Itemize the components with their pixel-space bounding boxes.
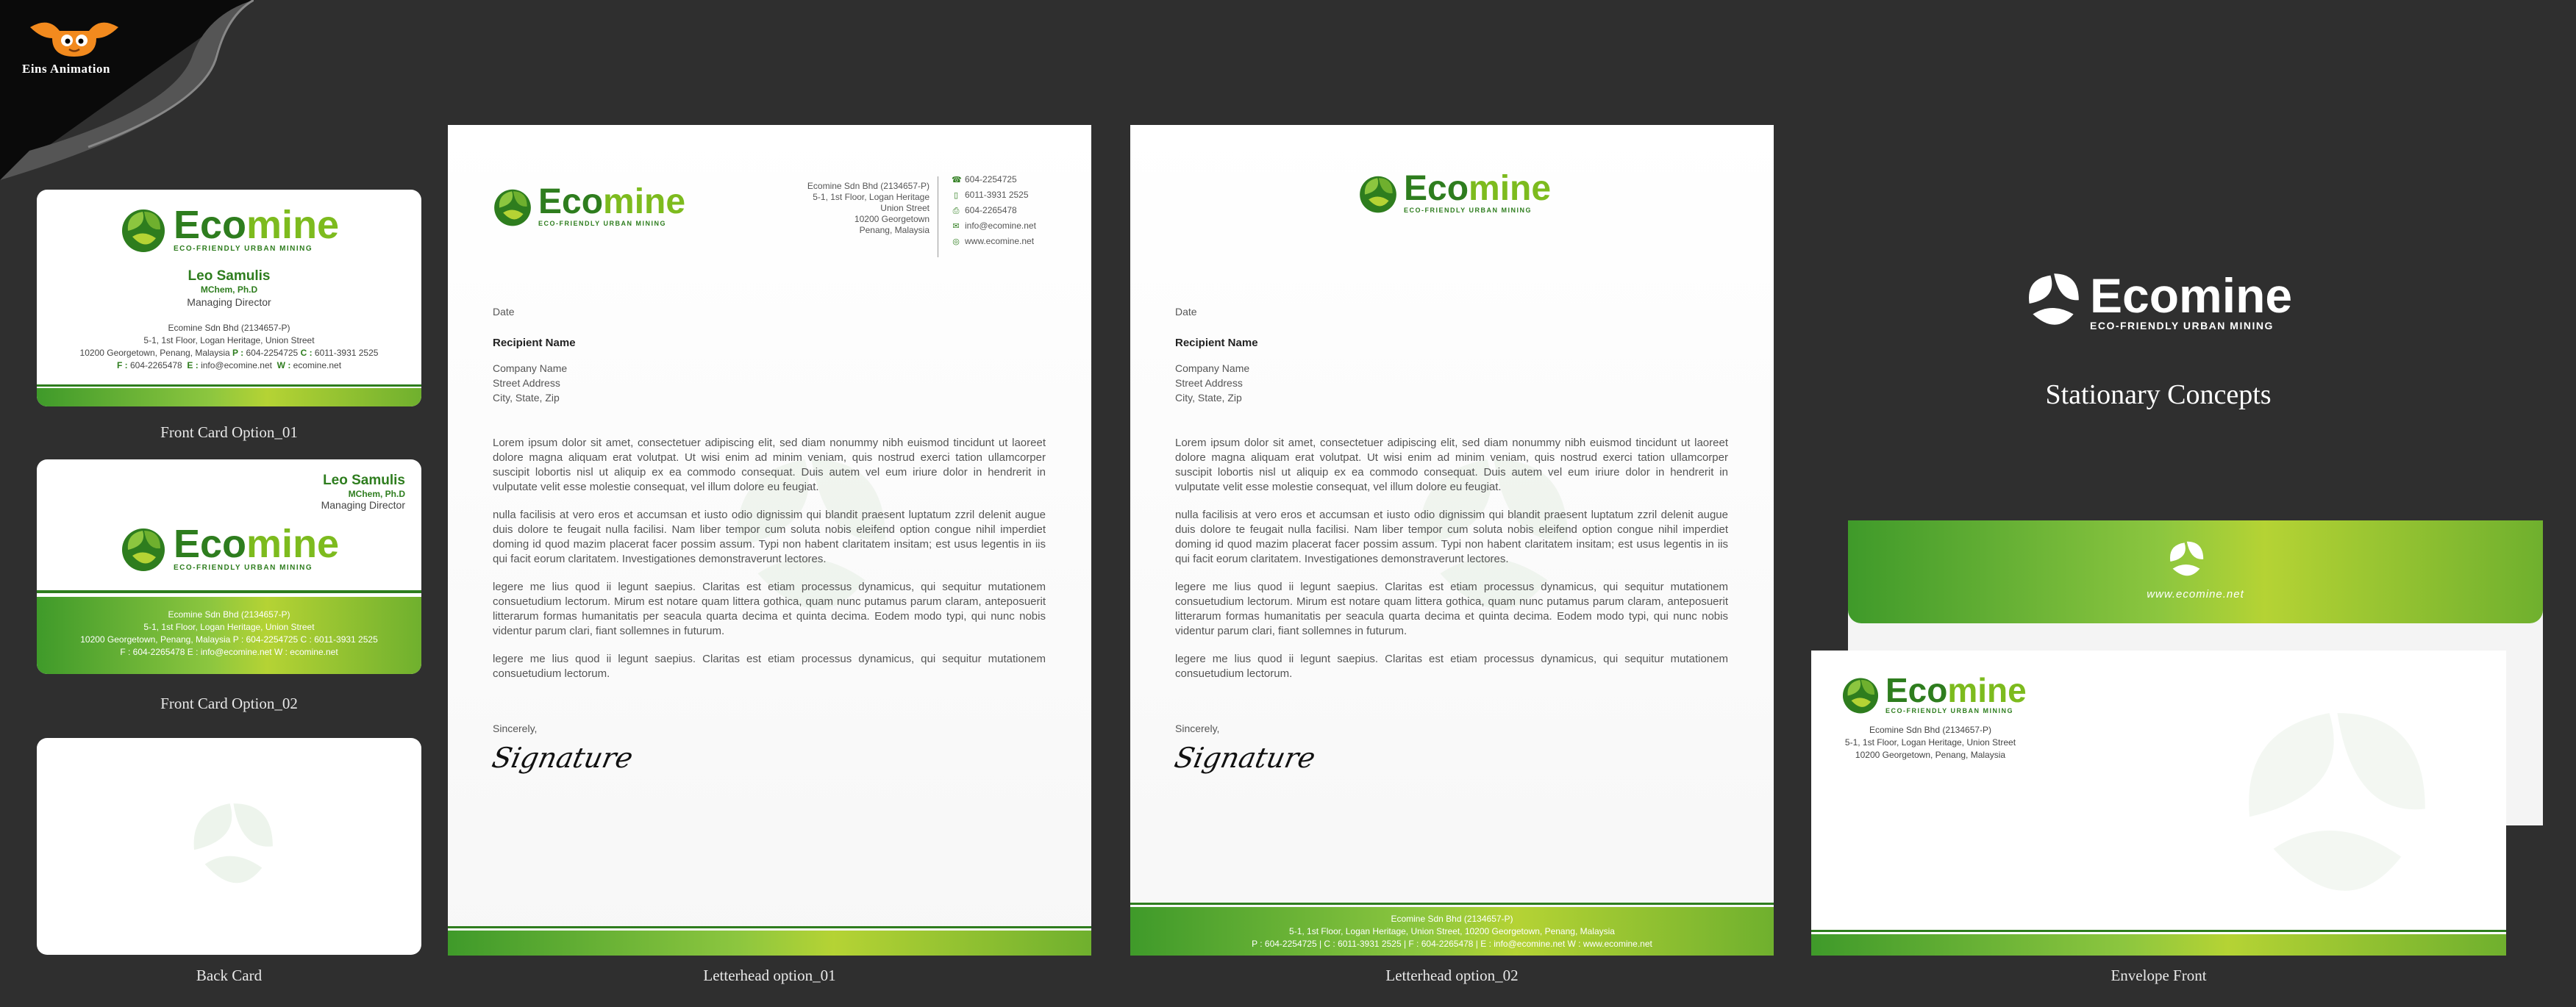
caption-card-02: Front Card Option_02 <box>160 695 298 712</box>
card-contact-block <box>37 322 421 372</box>
caption-card-01: Front Card Option_01 <box>160 423 298 441</box>
caption-envelope: Envelope Front <box>2111 967 2207 984</box>
ecomine-logo: Ecomine ECO-FRIENDLY URBAN MINING <box>490 184 685 228</box>
recipient-street: Street Address <box>493 377 560 389</box>
mobile-icon: ▯ <box>953 191 959 200</box>
caption-card-back: Back Card <box>196 967 263 984</box>
person-name: Leo Samulis <box>188 268 271 284</box>
leaf-logo-icon <box>490 184 535 228</box>
recipient-street: Street Address <box>1175 377 1243 389</box>
divider <box>37 590 421 593</box>
letter-paragraph: legere me lius quod ii legunt saepius. Claritas est etiam processus dynamicus, qui sequitur mutationem consuetudium lectorum. Mirum est notare quam littera gothica, quam nunc putamus parum claram, anteposuerit litterarum formas humanitatis per seacula quarta decima et quinta decima. Eodem modo typi, qui nunc nobis videntur parum clari, fiant sollemnes in futurum. <box>493 581 1046 637</box>
mascot-logo-icon <box>26 16 122 60</box>
caption-letterhead-01: Letterhead option_01 <box>703 967 836 984</box>
letter-paragraph: Lorem ipsum dolor sit amet, consectetuer adipiscing elit, sed diam nonummy nibh euismod tincidunt ut laoreet dolore magna aliquam erat volutpat. Ut wisi enim ad minim veniam, quis nostrud exerci tation ullamcorper suscipit lobortis nisl ut aliquip ex ea commodo consequat. Duis autem vel eum iriure dolor in hendrerit in vulputate velit esse molestie consequat, vel illum dolore eu feugiat. <box>493 437 1046 493</box>
fax-icon: ⎙ <box>952 207 960 215</box>
ecomine-logo: Ecomine ECO-FRIENDLY URBAN MINING <box>1839 673 2027 715</box>
leaf-logo-icon <box>2164 538 2208 582</box>
caption-letterhead-02: Letterhead option_02 <box>1385 967 1519 984</box>
green-footer-bar <box>1130 907 1774 956</box>
showcase-title: Stationary Concepts <box>2045 379 2272 410</box>
green-contact-panel <box>37 597 421 674</box>
person-title: Managing Director <box>187 296 271 308</box>
letterhead-option-01 <box>448 125 1091 956</box>
recipient-company: Company Name <box>493 362 568 374</box>
ecomine-logo: Ecomine ECO-FRIENDLY URBAN MINING <box>118 522 339 573</box>
company-name: Ecomine Sdn Bhd (2134657-P) <box>168 609 290 620</box>
green-footer-bar <box>448 931 1091 956</box>
letter-paragraph: nulla facilisis at vero eros et accumsan et iusto odio dignissim qui blandit praesent luptatum zzril delenit augue duis dolore te feugait nulla facilisi. Nam liber tempor cum soluta nobis eleifend option congue nihil imperdiet doming id quod mazim placerat facer possim assum. Typi non habent claritatem insitam; est usus legentis in iis qui facit eorum claritatem. Investigationes demonstraverunt lectores. <box>493 509 1046 565</box>
business-card-option-01 <box>37 190 421 406</box>
recipient-city: City, State, Zip <box>493 392 560 404</box>
ecomine-logo-white: Ecomine ECO-FRIENDLY URBAN MINING <box>2022 268 2292 334</box>
fax-email-web: F : 604-2265478 E : info@ecomine.net W : ecomine.net <box>120 647 338 657</box>
green-footer-bar <box>1811 934 2506 956</box>
globe-icon: ◎ <box>952 237 960 246</box>
letter-date: Date <box>1175 306 1197 318</box>
recipient-city: City, State, Zip <box>1175 392 1242 404</box>
divider <box>37 384 421 387</box>
leaf-logo-icon <box>1356 171 1400 215</box>
recipient-name: Recipient Name <box>1175 337 1258 349</box>
signature: Signature <box>1171 742 1319 774</box>
divider <box>448 926 1091 928</box>
address-line-1: 5-1, 1st Floor, Logan Heritage, Union Street <box>143 335 315 345</box>
recipient-company: Company Name <box>1175 362 1250 374</box>
address-line-2-contact: 10200 Georgetown, Penang, Malaysia P : 604-2254725 C : 6011-3931 2525 <box>79 348 379 358</box>
footer-contacts: P : 604-2254725 | C : 6011-3931 2525 | F : 604-2265478 | E : info@ecomine.net W : www.ecomine.net <box>1252 939 1652 949</box>
leaf-watermark-icon <box>2194 665 2473 945</box>
letterhead-contacts: ☎ 604-2254725 ▯ 6011-3931 2525 ⎙ 604-2265478 ✉ info@ecomine.net ◎ www.ecomine.net <box>952 172 1036 249</box>
phone-icon: ☎ <box>952 176 962 184</box>
leaf-logo-icon <box>118 522 169 573</box>
divider <box>1130 903 1774 905</box>
person-name: Leo Samulis <box>323 473 405 488</box>
letterhead-option-02 <box>1130 125 1774 956</box>
person-title: Managing Director <box>321 499 405 511</box>
leaf-logo-icon <box>1839 673 1882 715</box>
brand-name: Eins Animation <box>22 62 110 76</box>
ecomine-logo: Ecomine ECO-FRIENDLY URBAN MINING <box>1356 171 1551 215</box>
recipient-name: Recipient Name <box>493 337 576 349</box>
letter-body <box>489 304 1046 774</box>
letter-paragraph: legere me lius quod ii legunt saepius. Claritas est etiam processus dynamicus, qui sequitur mutationem consuetudium lectorum. <box>493 653 1046 680</box>
letter-closing: Sincerely, <box>493 723 538 734</box>
business-card-back <box>37 738 421 955</box>
envelope-flap <box>1848 520 2543 623</box>
envelope-address: Ecomine Sdn Bhd (2134657-P) 5-1, 1st Floor, Logan Heritage, Union Street 10200 Georgetown, Penang, Malaysia <box>1844 725 2016 760</box>
leaf-logo-icon <box>118 203 169 254</box>
letter-paragraph: legere me lius quod ii legunt saepius. Claritas est etiam processus dynamicus, qui sequitur mutationem consuetudium lectorum. <box>1175 653 1728 680</box>
footer-company: Ecomine Sdn Bhd (2134657-P) <box>1391 914 1513 924</box>
letter-paragraph: Lorem ipsum dolor sit amet, consectetuer adipiscing elit, sed diam nonummy nibh euismod tincidunt ut laoreet dolore magna aliquam erat volutpat. Ut wisi enim ad minim veniam, quis nostrud exerci tation ullamcorper suscipit lobortis nisl ut aliquip ex ea commodo consequat. Duis autem vel eum iriure dolor in hendrerit in vulputate velit esse molestie consequat, vel illum dolore eu feugiat. <box>1175 437 1728 493</box>
ecomine-logo <box>118 203 339 254</box>
email-icon: ✉ <box>952 222 960 231</box>
signature: Signature <box>489 742 636 774</box>
letterhead-address: Ecomine Sdn Bhd (2134657-P) 5-1, 1st Floor, Logan Heritage Union Street 10200 Georgetown Penang, Malaysia <box>807 181 930 235</box>
letter-paragraph: nulla facilisis at vero eros et accumsan et iusto odio dignissim qui blandit praesent luptatum zzril delenit augue duis dolore te feugait nulla facilisi. Nam liber tempor cum soluta nobis eleifend option congue nihil imperdiet doming id quod mazim placerat facer possim assum. Typi non habent claritatem insitam; est usus legentis in iis qui facit eorum claritatem. Investigationes demonstraverunt lectores. <box>1175 509 1728 565</box>
divider <box>1811 930 2506 932</box>
green-footer-bar <box>37 388 421 406</box>
person-credentials: MChem, Ph.D <box>348 489 405 499</box>
flap-url: www.ecomine.net <box>2147 588 2244 601</box>
person-credentials: MChem, Ph.D <box>200 284 258 295</box>
letter-paragraph: legere me lius quod ii legunt saepius. Claritas est etiam processus dynamicus, qui sequitur mutationem consuetudium lectorum. Mirum est notare quam littera gothica, quam nunc putamus parum claram, anteposuerit litterarum formas humanitatis per seacula quarta decima et quinta decima. Eodem modo typi, qui nunc nobis videntur parum clari, fiant sollemnes in futurum. <box>1175 581 1728 637</box>
logo-wordmark: Ecomine <box>2090 268 2293 323</box>
logo-word-eco: Eco <box>174 202 247 247</box>
letter-closing: Sincerely, <box>1175 723 1220 734</box>
letter-body <box>1171 304 1728 774</box>
leaf-logo-icon <box>2022 268 2084 334</box>
address-line-2-contact: 10200 Georgetown, Penang, Malaysia P : 604-2254725 C : 6011-3931 2525 <box>80 634 378 645</box>
footer-address: 5-1, 1st Floor, Logan Heritage, Union Street, 10200 Georgetown, Penang, Malaysia <box>1289 926 1615 936</box>
envelope-front <box>1811 651 2506 956</box>
company-name: Ecomine Sdn Bhd (2134657-P) <box>168 323 290 333</box>
logo-tagline: ECO-FRIENDLY URBAN MINING <box>174 244 313 253</box>
letter-date: Date <box>493 306 515 318</box>
address-line-1: 5-1, 1st Floor, Logan Heritage, Union Street <box>143 622 315 632</box>
logo-word-mine: mine <box>246 202 340 247</box>
fax-email-web: F : 604-2265478 E : info@ecomine.net W : ecomine.net <box>116 360 342 370</box>
business-card-option-02 <box>37 459 421 674</box>
leaf-watermark-icon <box>169 782 294 907</box>
